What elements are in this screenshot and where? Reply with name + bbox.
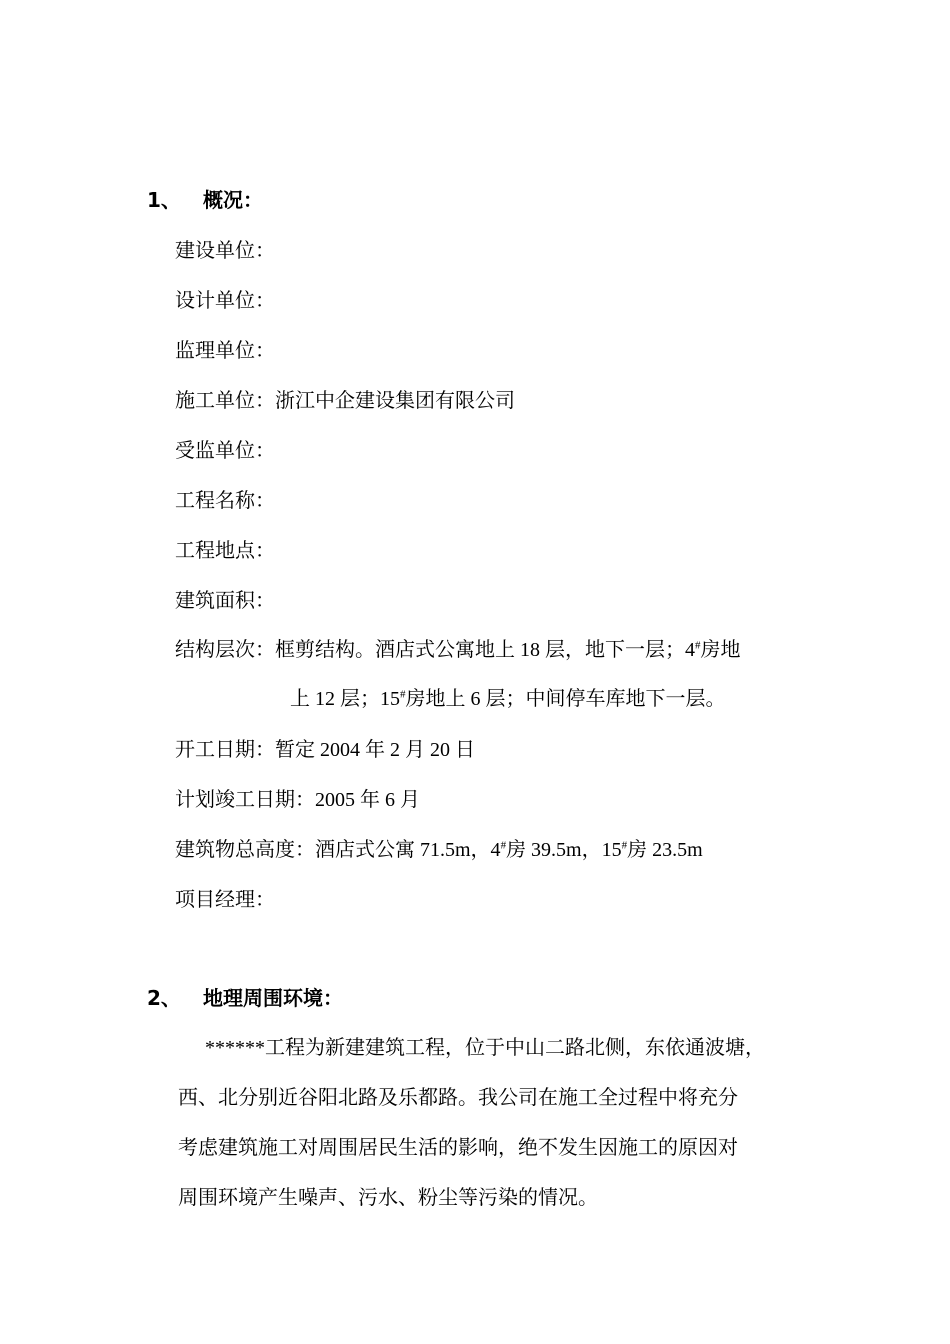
field-value: 暂定 2004 年 2 月 20 日: [275, 739, 475, 761]
structure-text: 房地: [700, 639, 741, 661]
paragraph-line: 周围环境产生噪声、污水、粉尘等污染的情况。: [178, 1187, 598, 1209]
field-value: 2005 年 6 月: [315, 789, 420, 811]
superscript: #: [400, 688, 406, 701]
field-project-manager: [175, 887, 275, 912]
height-text: 酒店式公寓 71.5m，4: [315, 839, 501, 861]
height-text: 房 23.5m: [627, 839, 703, 861]
field-structure-continued: [290, 687, 726, 711]
field-label: 监理单位：: [175, 338, 275, 362]
field-label: 设计单位：: [175, 288, 275, 312]
field-label: 受监单位：: [175, 438, 275, 462]
field-label: 计划竣工日期：: [175, 787, 315, 811]
field-project-name: [175, 488, 275, 513]
field-label: 工程名称：: [175, 488, 275, 512]
structure-text: 房地上 6 层；中间停车库地下一层。: [405, 688, 726, 710]
paragraph-line: ******工程为新建建筑工程，位于中山二路北侧，东依通波塘，: [205, 1037, 765, 1059]
paragraph-line: 考虑建筑施工对周围居民生活的影响，绝不发生因施工的原因对: [178, 1137, 738, 1159]
structure-text: 框剪结构。酒店式公寓地上 18 层，地下一层；4: [275, 639, 695, 661]
superscript: #: [500, 839, 507, 852]
structure-text: 上 12 层；15: [290, 688, 400, 710]
section-1-heading: [147, 188, 263, 212]
field-label: 建筑面积：: [175, 588, 275, 612]
section-1-number: 1、: [147, 188, 181, 212]
field-project-location: [175, 538, 275, 563]
field-supervision-unit: [175, 338, 275, 363]
field-label: 工程地点：: [175, 538, 275, 562]
field-building-area: [175, 588, 275, 613]
field-label: 项目经理：: [175, 887, 275, 911]
field-label: 建设单位：: [175, 238, 275, 262]
section-2-title: 地理周围环境：: [203, 986, 343, 1010]
paragraph-line: 西、北分别近谷阳北路及乐都路。我公司在施工全过程中将充分: [178, 1087, 738, 1109]
field-start-date: [175, 737, 475, 762]
field-label: 开工日期：: [175, 737, 275, 761]
section-2-number: 2、: [147, 986, 181, 1010]
field-label: 施工单位：: [175, 388, 275, 412]
field-contractor-unit: [175, 388, 515, 413]
field-building-height: [175, 837, 703, 862]
field-completion-date: [175, 787, 420, 812]
field-value: [275, 639, 741, 661]
superscript: #: [621, 839, 628, 852]
height-text: 房 39.5m，15: [506, 839, 622, 861]
field-design-unit: [175, 288, 275, 313]
section-2-heading: [147, 986, 343, 1010]
section-1-title: 概况：: [203, 188, 263, 212]
field-construction-unit: [175, 238, 275, 263]
field-value: 浙江中企建设集团有限公司: [275, 390, 515, 412]
superscript: #: [695, 639, 701, 652]
field-value: [315, 839, 703, 861]
field-structure: [175, 637, 741, 662]
field-inspected-unit: [175, 438, 275, 463]
field-label: 建筑物总高度：: [175, 837, 315, 861]
field-label: 结构层次：: [175, 637, 275, 661]
